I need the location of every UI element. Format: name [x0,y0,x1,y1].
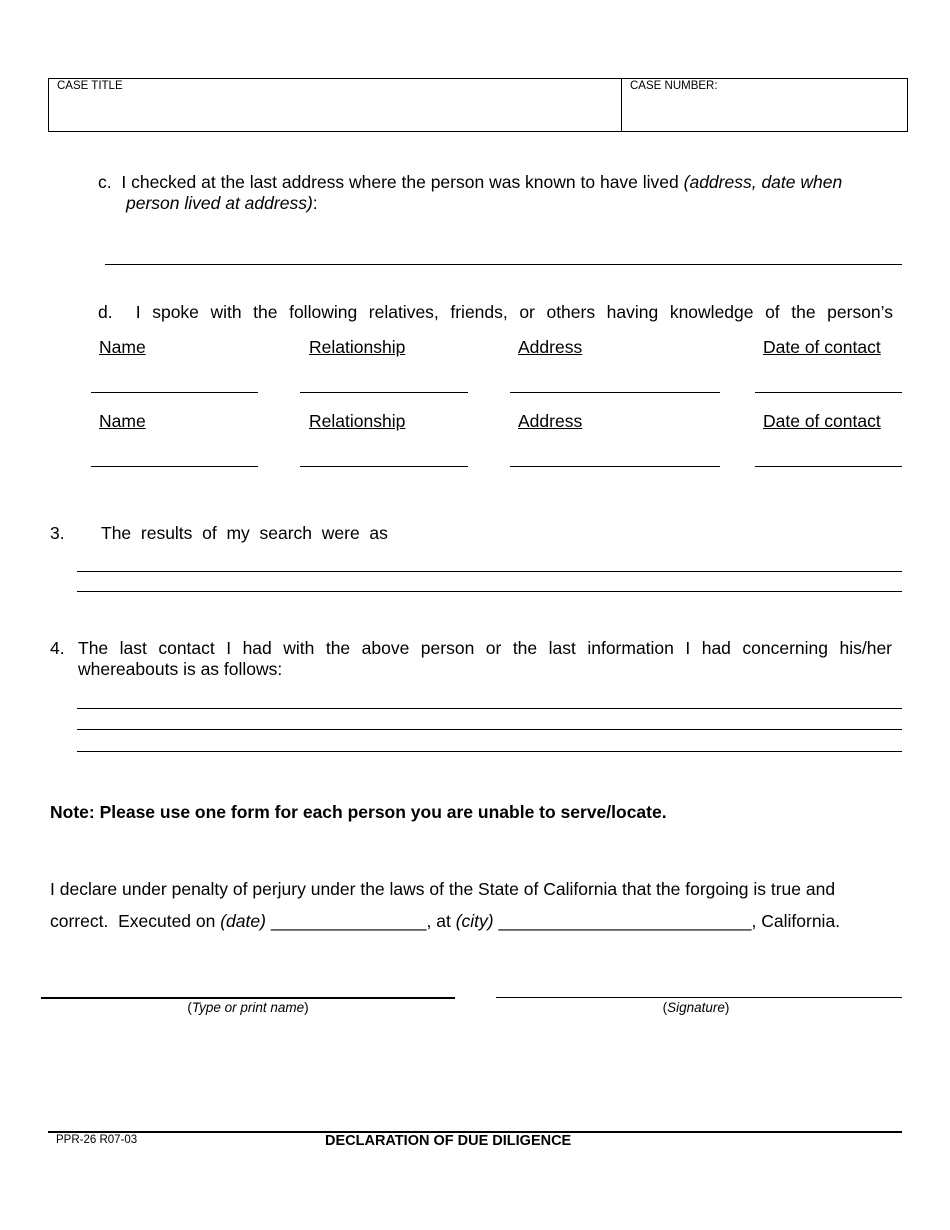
item-c-text: I checked at the last address where the person was known to have lived [121,172,679,192]
d-row2-date-line[interactable] [755,466,902,467]
declaration-line2 [50,911,840,932]
footer-title: DECLARATION OF DUE DILIGENCE [325,1133,572,1149]
item-4-answer-line-3[interactable] [77,751,902,752]
declaration-date-blank[interactable]: ________________, at [265,911,456,931]
note-text: Note: Please use one form for each person you are unable to serve/locate. [50,802,667,822]
signature-caption [496,1000,896,1015]
case-number-label: CASE NUMBER: [630,80,718,92]
declaration-date-label: (date) [220,911,266,931]
d-row2-name-line[interactable] [91,466,258,467]
d-row1-address-line[interactable] [510,392,720,393]
signature-line[interactable] [496,997,902,998]
d-row1-relationship-label: Relationship [309,337,406,357]
declaration-city-blank[interactable]: __________________________, California. [493,911,841,931]
item-4-line2: whereabouts is as follows: [78,659,283,679]
d-row1-date-label: Date of contact [763,337,881,357]
item-d-text: I spoke with the following relatives, friends, or others having knowledge of the person’s [135,302,893,322]
case-header-divider [621,79,622,131]
d-row2-address-label: Address [518,411,583,431]
d-row2-date-label: Date of contact [763,411,881,431]
item-4-number: 4. [50,638,65,658]
print-name-caption-text: Type or print name [191,1000,305,1015]
item-3-text: The results of my search were as [101,523,388,543]
declaration-line1: I declare under penalty of perjury under the laws of the State of California that the forgoing is true and [50,879,836,899]
declaration-executed-on: correct. Executed on [50,911,221,931]
case-header-box [48,78,908,132]
signature-close-paren: ) [724,1000,730,1015]
item-c-italic-2: person lived at address) [126,193,313,213]
item-c-line1 [98,172,898,193]
item-4-answer-line-2[interactable] [77,729,902,730]
d-row1-name-label: Name [99,337,146,357]
print-name-line[interactable] [41,997,455,999]
item-c-colon: : [312,193,318,213]
item-c-italic-1: (address, date when [683,172,843,192]
footer-form-id: PPR-26 R07-03 [56,1134,138,1146]
item-4-answer-line-1[interactable] [77,708,902,709]
item-d-marker: d. [98,302,113,322]
d-row1-name-line[interactable] [91,392,258,393]
item-d-line1 [98,302,893,323]
signature-caption-text: Signature [667,1000,725,1015]
d-row2-name-label: Name [99,411,146,431]
d-row1-relationship-line[interactable] [300,392,468,393]
print-name-open-paren: ( [187,1000,192,1015]
signature-open-paren: ( [662,1000,668,1015]
item-3-number: 3. [50,523,65,543]
item-c-line2 [126,193,318,214]
item-c-answer-line[interactable] [105,264,902,265]
d-row1-date-line[interactable] [755,392,902,393]
print-name-close-paren: ) [304,1000,309,1015]
d-row2-address-line[interactable] [510,466,720,467]
declaration-city-label: (city) [455,911,494,931]
d-row1-address-label: Address [518,337,583,357]
d-row2-relationship-line[interactable] [300,466,468,467]
item-c-marker: c. [98,172,112,192]
item-4-line1: The last contact I had with the above person or the last information I had concerning his/her [78,638,892,658]
item-3-answer-line-1[interactable] [77,571,902,572]
d-row2-relationship-label: Relationship [309,411,406,431]
case-title-label: CASE TITLE [57,80,123,92]
item-3-answer-line-2[interactable] [77,591,902,592]
print-name-caption [41,1000,455,1015]
